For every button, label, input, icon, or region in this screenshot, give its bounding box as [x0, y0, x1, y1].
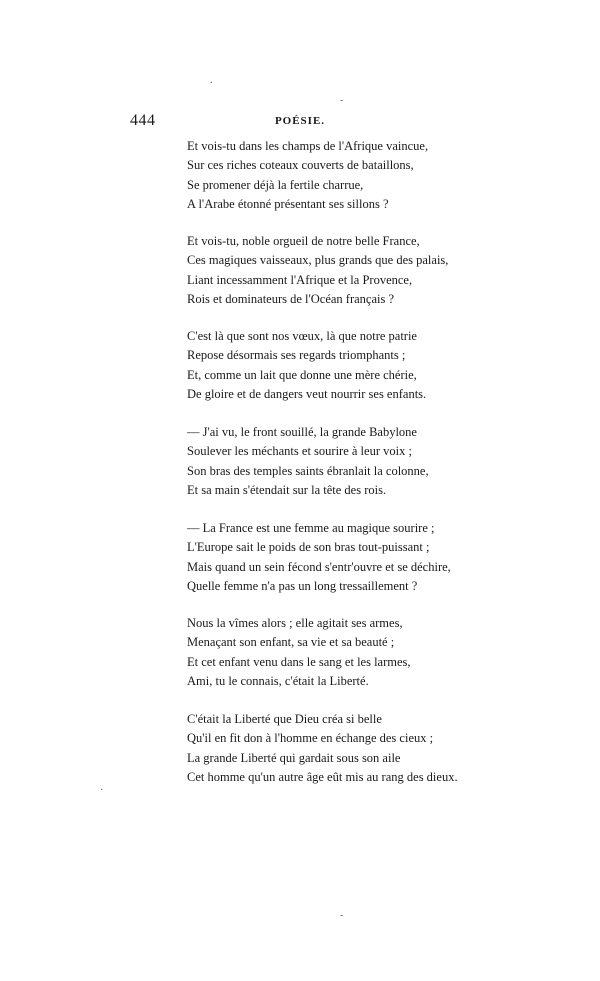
verse-line: C'est là que sont nos vœux, là que notre patrie: [187, 329, 417, 343]
verse-line: Et vois-tu, noble orgueil de notre belle France,: [187, 234, 420, 248]
verse-line: Son bras des temples saints ébranlait la colonne,: [187, 463, 429, 478]
stanza-4: [187, 423, 429, 500]
verse-line: Cet homme qu'un autre âge eût mis au rang des dieux.: [187, 769, 458, 784]
stanza-2: [187, 232, 448, 309]
stanza-5: [187, 519, 451, 596]
verse-line: Ces magiques vaisseaux, plus grands que des palais,: [187, 253, 449, 268]
verse-line: Ami, tu le connais, c'était la Liberté.: [187, 673, 369, 688]
stanza-7: [187, 710, 458, 787]
verse-line: Sur ces riches coteaux couverts de bataillons,: [187, 158, 414, 173]
verse-line: Mais quand un sein fécond s'entr'ouvre et se déchire,: [187, 559, 451, 574]
verse-line: Et, comme un lait que donne une mère chérie,: [187, 367, 417, 382]
verse-line: Et sa main s'étendait sur la tête des rois.: [187, 482, 387, 497]
page-number: 444: [130, 112, 156, 129]
verse-line: Se promener déjà la fertile charrue,: [187, 177, 364, 192]
verse-line: Quelle femme n'a pas un long tressaillement ?: [187, 578, 418, 593]
running-head: POÉSIE.: [274, 115, 326, 127]
verse-line: Menaçant son enfant, sa vie et sa beauté ;: [187, 635, 395, 650]
verse-line: Soulever les méchants et sourire à leur voix ;: [187, 444, 412, 459]
verse-line: C'était la Liberté que Dieu créa si belle: [187, 712, 382, 726]
speck-mark: -: [340, 95, 344, 106]
stanza-6: [187, 614, 411, 691]
verse-line: A l'Arabe étonné présentant ses sillons ?: [187, 196, 389, 211]
verse-line: — J'ai vu, le front souillé, la grande Babylone: [187, 425, 417, 439]
stanza-1: [187, 137, 428, 214]
stanza-3: [187, 327, 426, 404]
verse-line: Rois et dominateurs de l'Océan français ?: [187, 291, 395, 306]
verse-line: De gloire et de dangers veut nourrir ses enfants.: [187, 386, 427, 401]
speck-mark: ·: [100, 785, 104, 796]
verse-line: Liant incessamment l'Afrique et la Provence,: [187, 272, 413, 287]
speck-mark: -: [340, 910, 344, 921]
verse-line: L'Europe sait le poids de son bras tout-puissant ;: [187, 540, 430, 555]
verse-line: Repose désormais ses regards triomphants ;: [187, 348, 406, 363]
verse-line: Nous la vîmes alors ; elle agitait ses armes,: [187, 616, 403, 630]
speck-mark: .: [210, 75, 213, 86]
verse-line: — La France est une femme au magique sourire ;: [187, 521, 435, 535]
verse-line: La grande Liberté qui gardait sous son aile: [187, 750, 401, 765]
verse-line: Qu'il en fit don à l'homme en échange des cieux ;: [187, 731, 434, 746]
verse-line: Et vois-tu dans les champs de l'Afrique vaincue,: [187, 139, 429, 153]
verse-line: Et cet enfant venu dans le sang et les larmes,: [187, 654, 411, 669]
